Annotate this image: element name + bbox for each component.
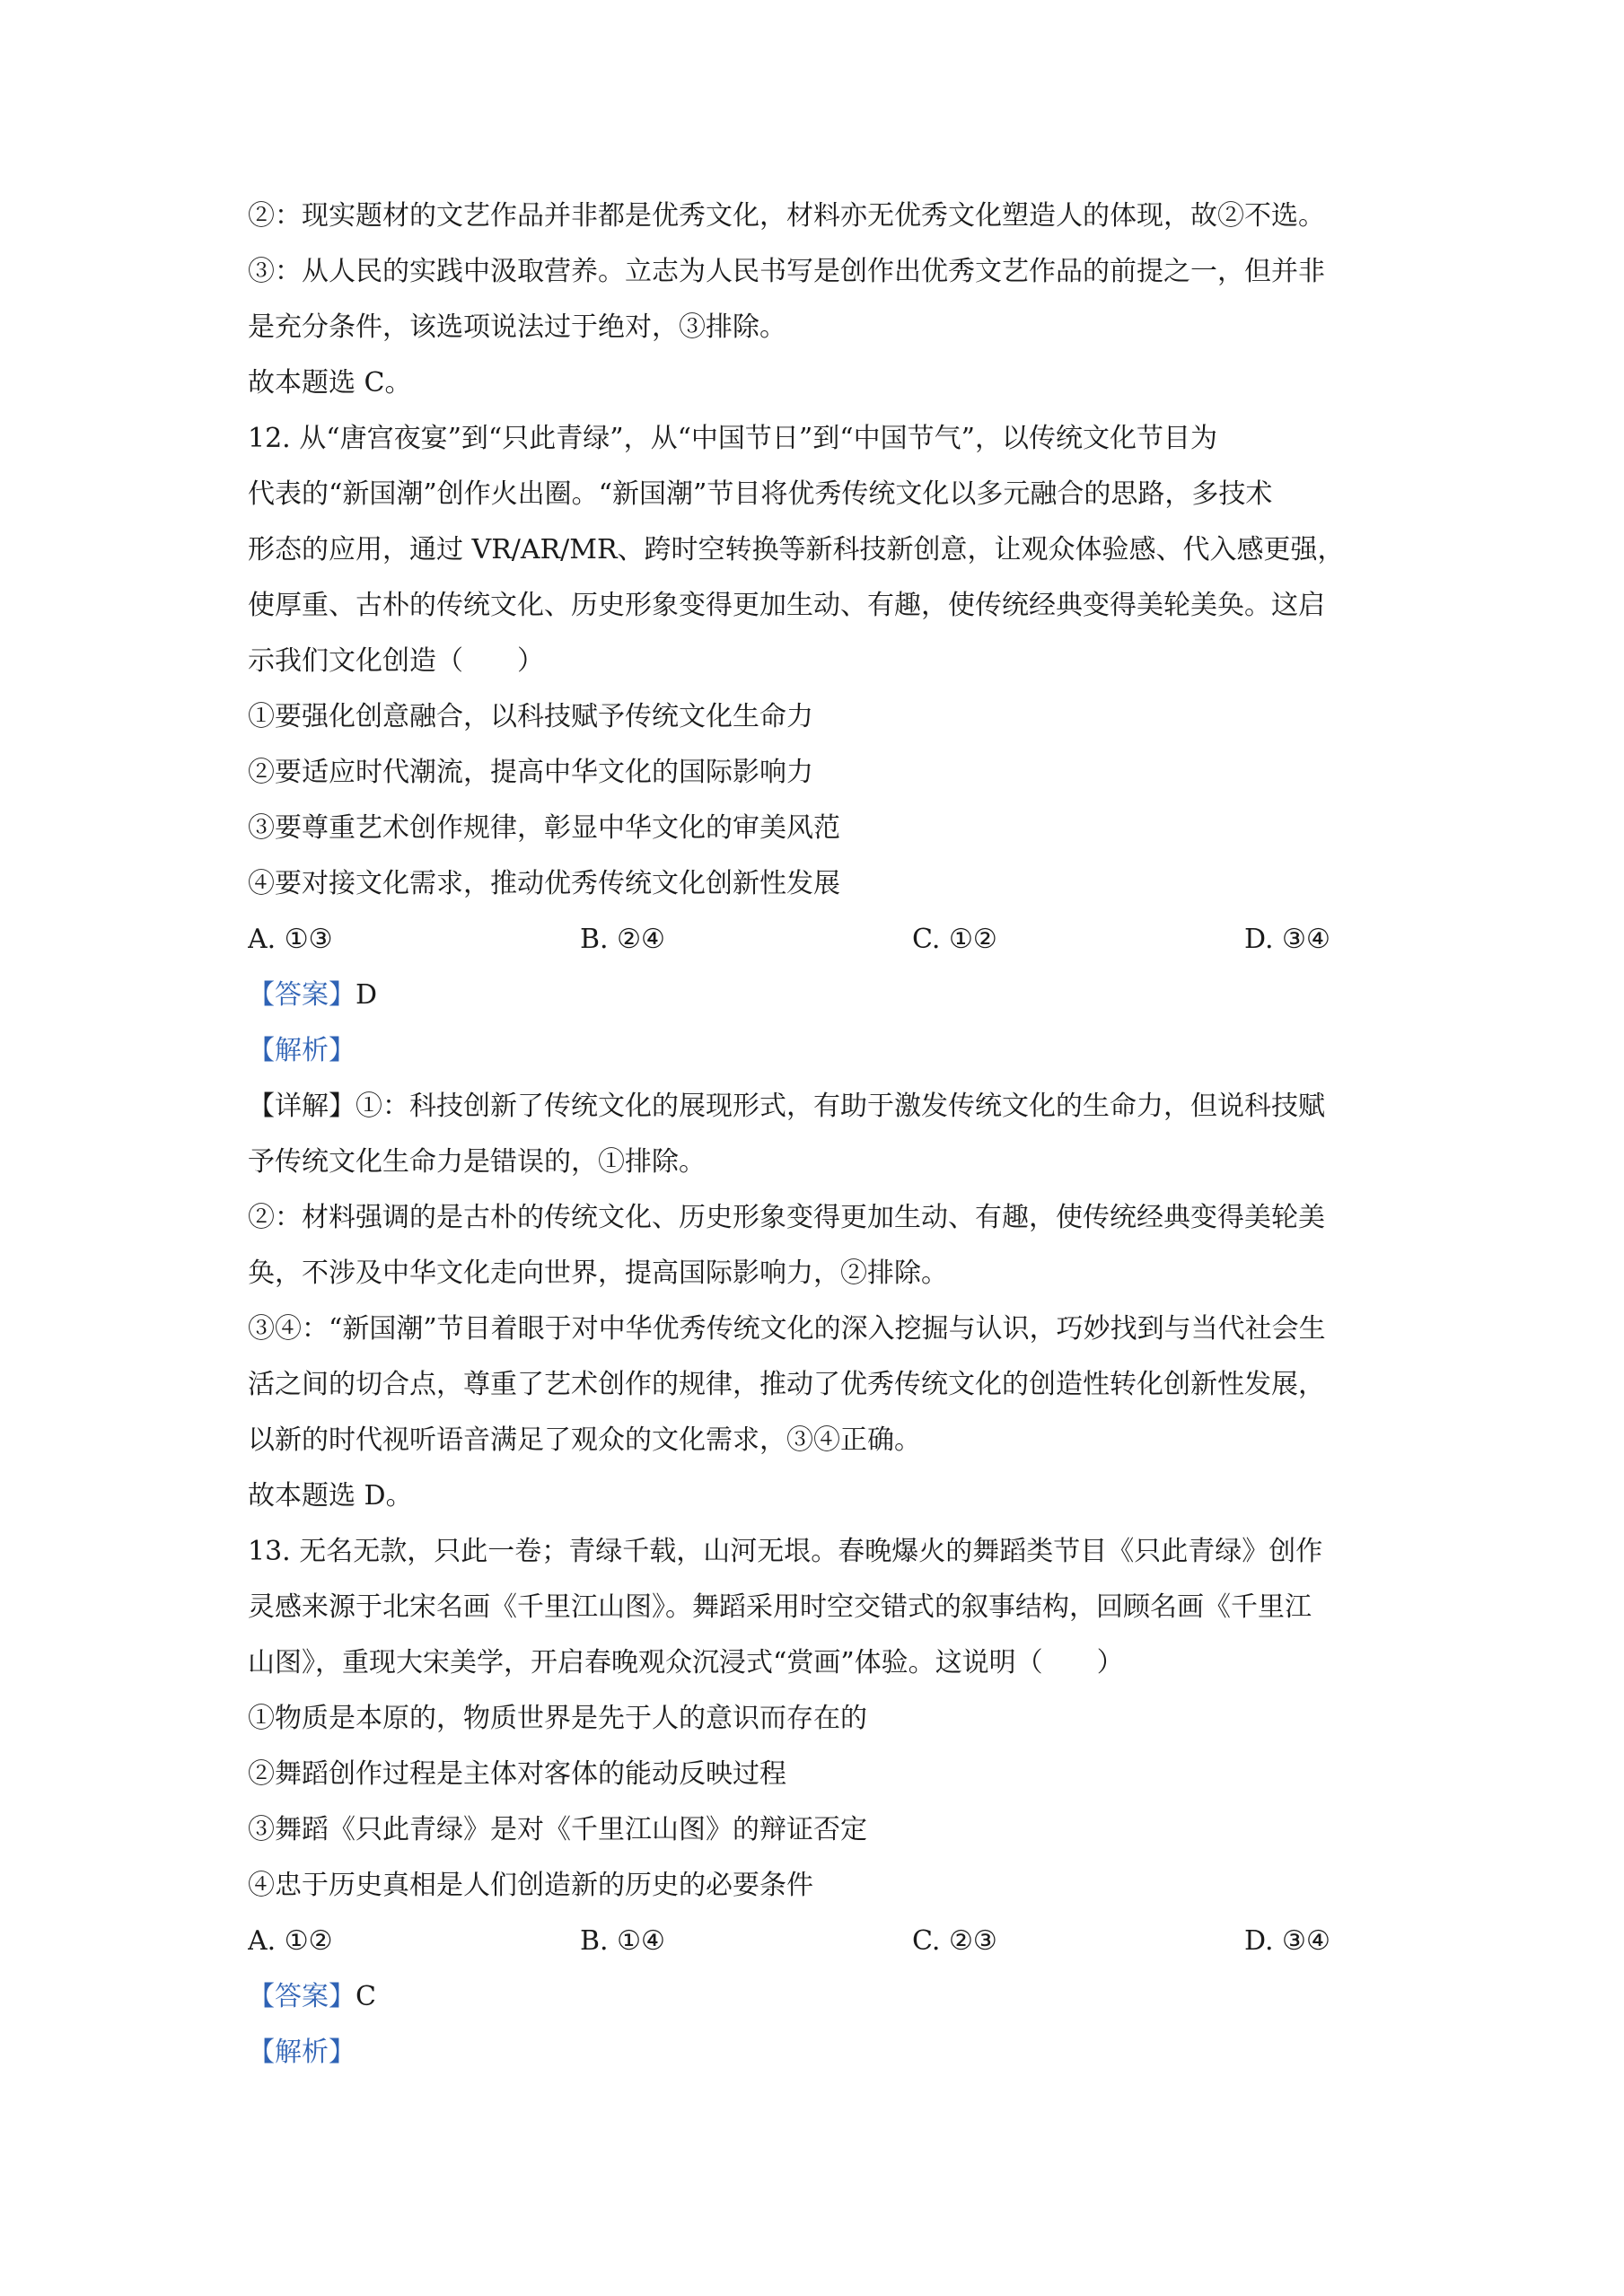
q12-option-a: A. ①③ — [248, 924, 333, 955]
text-line: 代表的“新国潮”创作火出圈。“新国潮”节目将优秀传统文化以多元融合的思路，多技术 — [248, 478, 1273, 510]
text-line: 是充分条件，该选项说法过于绝对，③排除。 — [248, 311, 786, 343]
text-line: 山图》，重现大宋美学，开启春晚观众沉浸式“赏画”体验。这说明（ ） — [248, 1647, 1124, 1678]
text-line: 灵感来源于北宋名画《千里江山图》。舞蹈采用时空交错式的叙事结构，回顾名画《千里江 — [248, 1591, 1312, 1623]
q12-option-c: C. ①② — [912, 924, 997, 955]
text-line: ③④：“新国潮”节目着眼于对中华优秀传统文化的深入挖掘与认识，巧妙找到与当代社会生 — [248, 1313, 1326, 1345]
q13-option-c: C. ②③ — [912, 1925, 997, 1957]
q13-analysis-line — [248, 2025, 1397, 2081]
text-line: 使厚重、古朴的传统文化、历史形象变得更加生动、有趣，使传统经典变得美轮美奂。这启 — [248, 590, 1325, 621]
q13-option-d: D. ③④ — [1244, 1925, 1330, 1957]
q12-answer-value: D — [356, 979, 378, 1011]
statement-4: ④要对接文化需求，推动优秀传统文化创新性发展 — [248, 868, 840, 899]
statement-4: ④忠于历史真相是人们创造新的历史的必要条件 — [248, 1870, 813, 1901]
text-line: 以新的时代视听语音满足了观众的文化需求，③④正确。 — [248, 1424, 921, 1456]
text-line: ③：从人民的实践中汲取营养。立志为人民书写是创作出优秀文艺作品的前提之一，但并非 — [248, 256, 1325, 287]
q13-options-row — [248, 1914, 1397, 1969]
text-line: ②：材料强调的是古朴的传统文化、历史形象变得更加生动、有趣，使传统经典变得美轮美 — [248, 1202, 1325, 1233]
statement-2: ②要适应时代潮流，提高中华文化的国际影响力 — [248, 757, 813, 788]
q13-option-b: B. ①④ — [580, 1925, 665, 1957]
statement-3: ③要尊重艺术创作规律，彰显中华文化的审美风范 — [248, 812, 840, 844]
analysis-tag: 【解析】 — [248, 1035, 356, 1066]
text-line: 奂，不涉及中华文化走向世界，提高国际影响力，②排除。 — [248, 1258, 948, 1289]
text-line: 故本题选 D。 — [248, 1480, 413, 1512]
q12-answer-line — [248, 968, 1397, 1023]
detail-text: ①：科技创新了传统文化的展现形式，有助于激发传统文化的生命力，但说科技赋 — [356, 1091, 1325, 1122]
statement-1: ①要强化创意融合，以科技赋予传统文化生命力 — [248, 701, 813, 732]
text-line: 形态的应用，通过 VR/AR/MR、跨时空转换等新科技新创意，让观众体验感、代入感更强， — [248, 534, 1345, 565]
text-line: 示我们文化创造（ ） — [248, 645, 544, 677]
q13-answer-value: C — [356, 1981, 376, 2012]
q12-analysis-line — [248, 1023, 1397, 1079]
q12-option-b: B. ②④ — [580, 924, 665, 955]
statement-3: ③舞蹈《只此青绿》是对《千里江山图》的辩证否定 — [248, 1814, 867, 1845]
question-12-stem: 12. 从“唐宫夜宴”到“只此青绿”，从“中国节日”到“中国节气”，以传统文化节目为 — [248, 423, 1217, 454]
detail-tag: 【详解】 — [248, 1091, 356, 1122]
q12-option-d: D. ③④ — [1244, 924, 1330, 955]
q12-options-row — [248, 912, 1397, 968]
text-line: 活之间的切合点，尊重了艺术创作的规律，推动了优秀传统文化的创造性转化创新性发展， — [248, 1369, 1325, 1400]
q13-option-a: A. ①② — [248, 1925, 333, 1957]
text-line: ②：现实题材的文艺作品并非都是优秀文化，材料亦无优秀文化塑造人的体现，故②不选。 — [248, 200, 1325, 232]
answer-tag: 【答案】 — [248, 1981, 356, 2012]
q13-answer-line — [248, 1969, 1397, 2025]
statement-2: ②舞蹈创作过程是主体对客体的能动反映过程 — [248, 1758, 786, 1790]
text-line: 故本题选 C。 — [248, 367, 412, 399]
q12-detail-line — [248, 1079, 1397, 1135]
answer-tag: 【答案】 — [248, 979, 356, 1011]
text-line: 予传统文化生命力是错误的，①排除。 — [248, 1146, 706, 1178]
analysis-tag: 【解析】 — [248, 2037, 356, 2068]
question-13-stem: 13. 无名无款，只此一卷；青绿千载，山河无垠。春晚爆火的舞蹈类节目《只此青绿》创作 — [248, 1536, 1323, 1567]
statement-1: ①物质是本原的，物质世界是先于人的意识而存在的 — [248, 1703, 867, 1734]
